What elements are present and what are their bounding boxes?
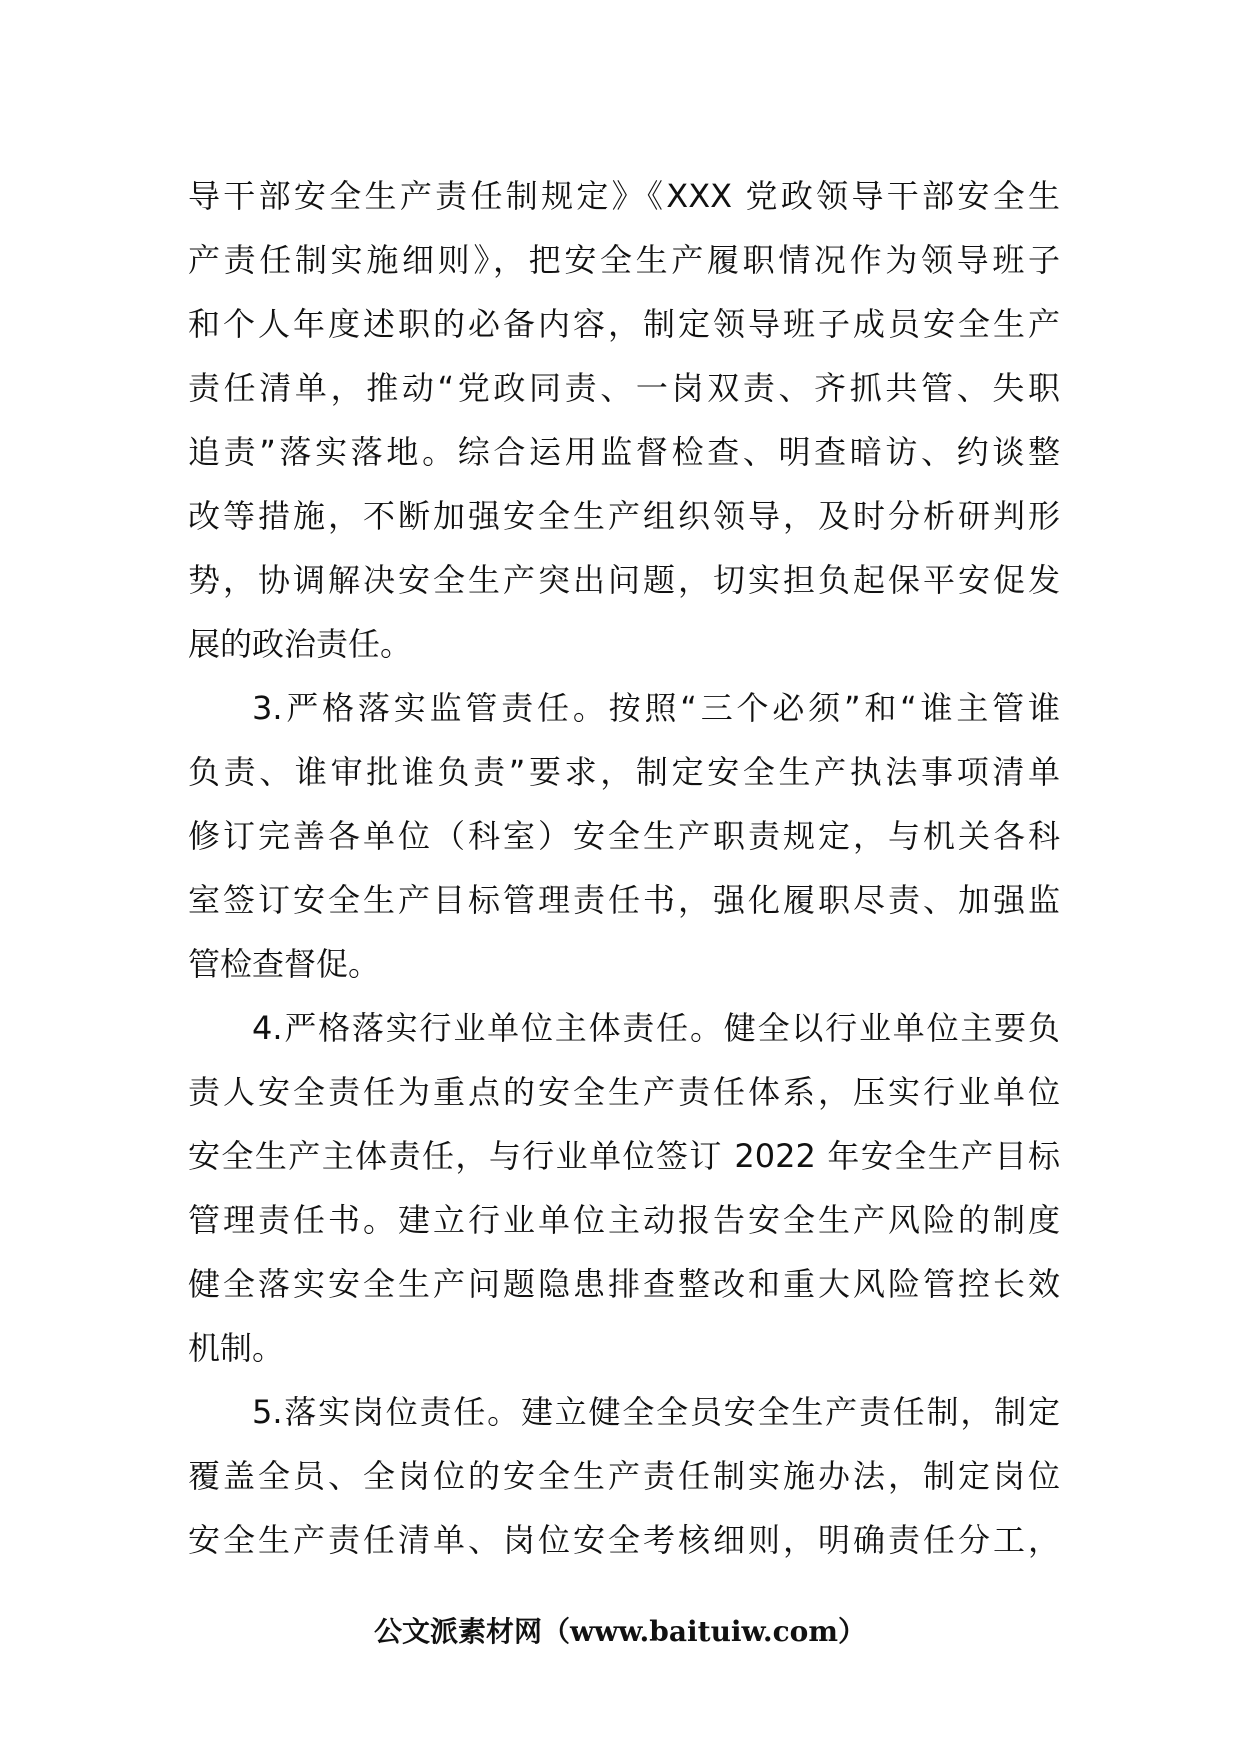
- footer-watermark: 公文派素材网（www.baituiw.com）: [374, 1615, 866, 1648]
- text-line: 导干部安全生产责任制规定》《XXX 党政领导干部安全生: [188, 177, 1060, 215]
- text-line: 室签订安全生产目标管理责任书，强化履职尽责、加强监: [188, 881, 1060, 919]
- text-line: 安全生产主体责任，与行业单位签订 2022 年安全生产目标: [188, 1137, 1060, 1175]
- text-line: 安全生产责任清单、岗位安全考核细则，明确责任分工，: [188, 1521, 1060, 1559]
- text-line: 负责、谁审批谁负责”要求，制定安全生产执法事项清单: [188, 753, 1060, 791]
- text-line: 5.落实岗位责任。建立健全全员安全生产责任制，制定: [252, 1393, 1060, 1431]
- text-line: 势，协调解决安全生产突出问题，切实担负起保平安促发: [188, 561, 1060, 599]
- document-body: [188, 164, 1060, 1572]
- text-line: 责任清单，推动“党政同责、一岗双责、齐抓共管、失职: [188, 369, 1060, 407]
- text-line: 健全落实安全生产问题隐患排查整改和重大风险管控长效: [188, 1265, 1060, 1303]
- text-line: 覆盖全员、全岗位的安全生产责任制实施办法，制定岗位: [188, 1457, 1060, 1495]
- text-line: 机制。: [188, 1329, 285, 1367]
- text-line: 展的政治责任。: [188, 625, 413, 663]
- text-line: 产责任制实施细则》，把安全生产履职情况作为领导班子: [188, 241, 1060, 279]
- text-line: 追责”落实落地。综合运用监督检查、明查暗访、约谈整: [188, 433, 1060, 471]
- text-line: 4.严格落实行业单位主体责任。健全以行业单位主要负: [252, 1009, 1060, 1047]
- text-line: 修订完善各单位（科室）安全生产职责规定，与机关各科: [188, 817, 1060, 855]
- text-line: 和个人年度述职的必备内容，制定领导班子成员安全生产: [188, 305, 1060, 343]
- text-line: 管理责任书。建立行业单位主动报告安全生产风险的制度: [188, 1201, 1060, 1239]
- text-line: 责人安全责任为重点的安全生产责任体系，压实行业单位: [188, 1073, 1060, 1111]
- text-line: 管检查督促。: [188, 945, 381, 983]
- text-line: 改等措施，不断加强安全生产组织领导，及时分析研判形: [188, 497, 1060, 535]
- text-line: 3.严格落实监管责任。按照“三个必须”和“谁主管谁: [252, 689, 1060, 727]
